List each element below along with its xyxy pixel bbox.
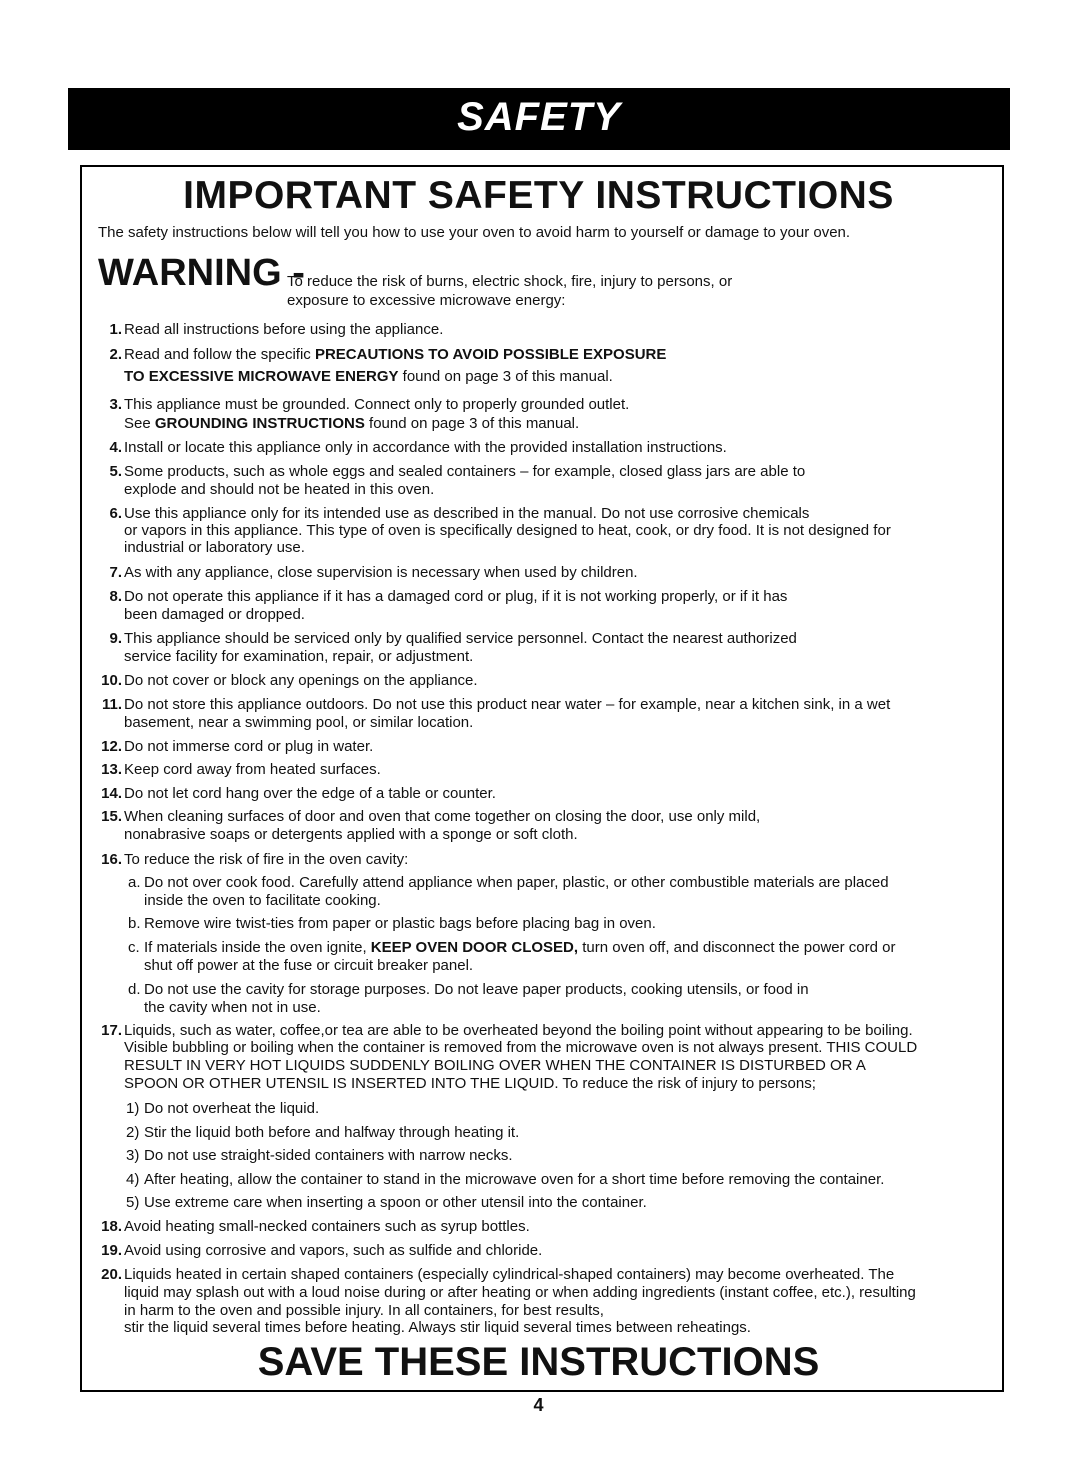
item-number: 13.: [101, 761, 122, 778]
item-number: 2.: [109, 346, 122, 363]
page-title: IMPORTANT SAFETY INSTRUCTIONS: [183, 174, 894, 217]
section-title: SAFETY: [457, 95, 621, 139]
page-number: 4: [533, 1395, 544, 1415]
item-number: 17.: [101, 1022, 122, 1039]
item-number: 18.: [101, 1218, 122, 1235]
item-number: 20.: [101, 1266, 122, 1283]
section-banner: [68, 88, 1010, 150]
warning-text: [287, 272, 732, 310]
warning-line-2: exposure to excessive microwave energy:: [287, 292, 566, 309]
item-number: 10.: [101, 672, 122, 689]
item-number: 16.: [101, 851, 122, 868]
item-number: 4.: [109, 439, 122, 456]
item-number: 14.: [101, 785, 122, 802]
item-number: 7.: [109, 564, 122, 581]
item-number: 3.: [109, 396, 122, 413]
item-number: 12.: [101, 738, 122, 755]
save-instructions-heading: SAVE THESE INSTRUCTIONS: [257, 1340, 820, 1384]
item-number: 9.: [109, 630, 122, 647]
item-number: 1.: [109, 321, 122, 338]
item-number: 8.: [109, 588, 122, 605]
item-number: 19.: [101, 1242, 122, 1259]
item-number: 6.: [109, 505, 122, 522]
warning-line-1: To reduce the risk of burns, electric shock, fire, injury to persons, or: [287, 273, 733, 290]
item-number: 5.: [109, 463, 122, 480]
item-number: 15.: [101, 808, 122, 825]
item-number: 11.: [101, 696, 122, 713]
intro-text: The safety instructions below will tell you how to use your oven to avoid harm to yourself or damage to your oven.: [98, 224, 851, 241]
warning-heading: WARNING -: [98, 252, 305, 294]
